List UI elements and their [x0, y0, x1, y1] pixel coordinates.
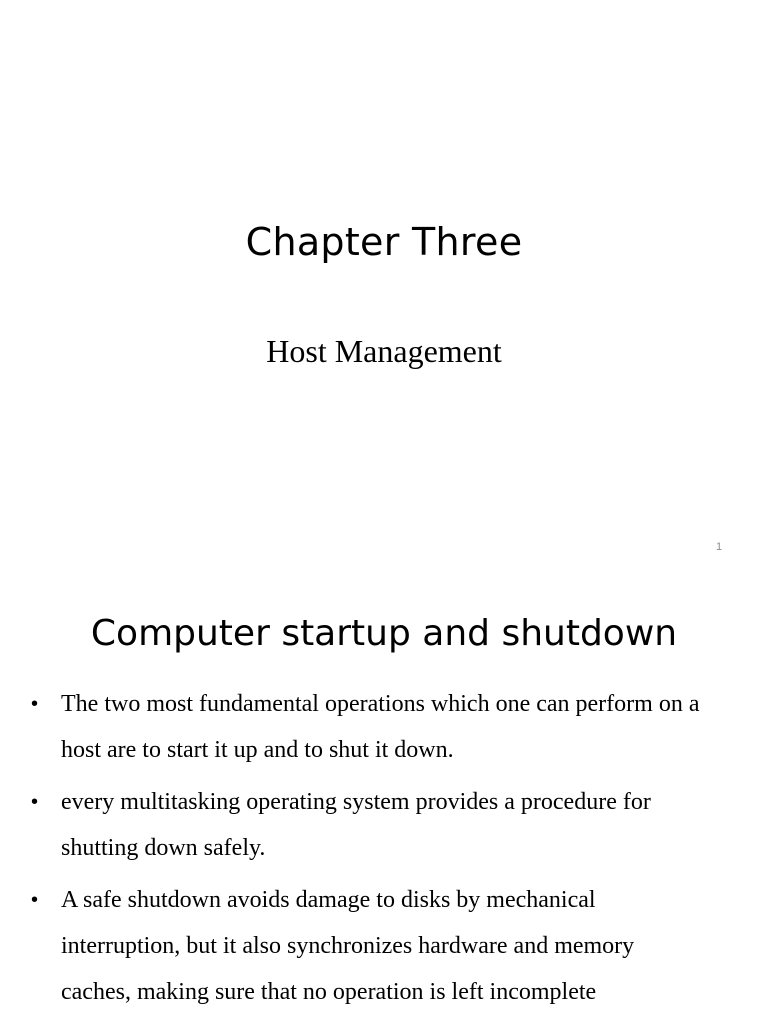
- bullet-text: A safe shutdown avoids damage to disks by mechanical interruption, but it also synchronizes hardware and memory caches, making sure that no operation is left incomplete: [61, 887, 635, 1005]
- bullet-dot-icon: •: [31, 693, 39, 715]
- bullet-text: every multitasking operating system provides a procedure for shutting down safely.: [61, 789, 651, 861]
- bullet-item: [0, 779, 768, 871]
- slide-number: 1: [715, 541, 723, 553]
- bullet-dot-icon: •: [31, 889, 39, 911]
- bullet-text: The two most fundamental operations which one can perform on a host are to start it up and to shut it down.: [61, 691, 700, 763]
- bullet-dot-icon: •: [31, 791, 39, 813]
- slide-title: Computer startup and shutdown: [90, 613, 678, 654]
- slide-2: [0, 576, 768, 1024]
- bullet-item: [0, 877, 768, 1015]
- chapter-title: Chapter Three: [245, 220, 523, 264]
- bullet-item: [0, 681, 768, 773]
- chapter-subtitle: Host Management: [266, 333, 502, 369]
- bullet-list: [0, 681, 768, 1021]
